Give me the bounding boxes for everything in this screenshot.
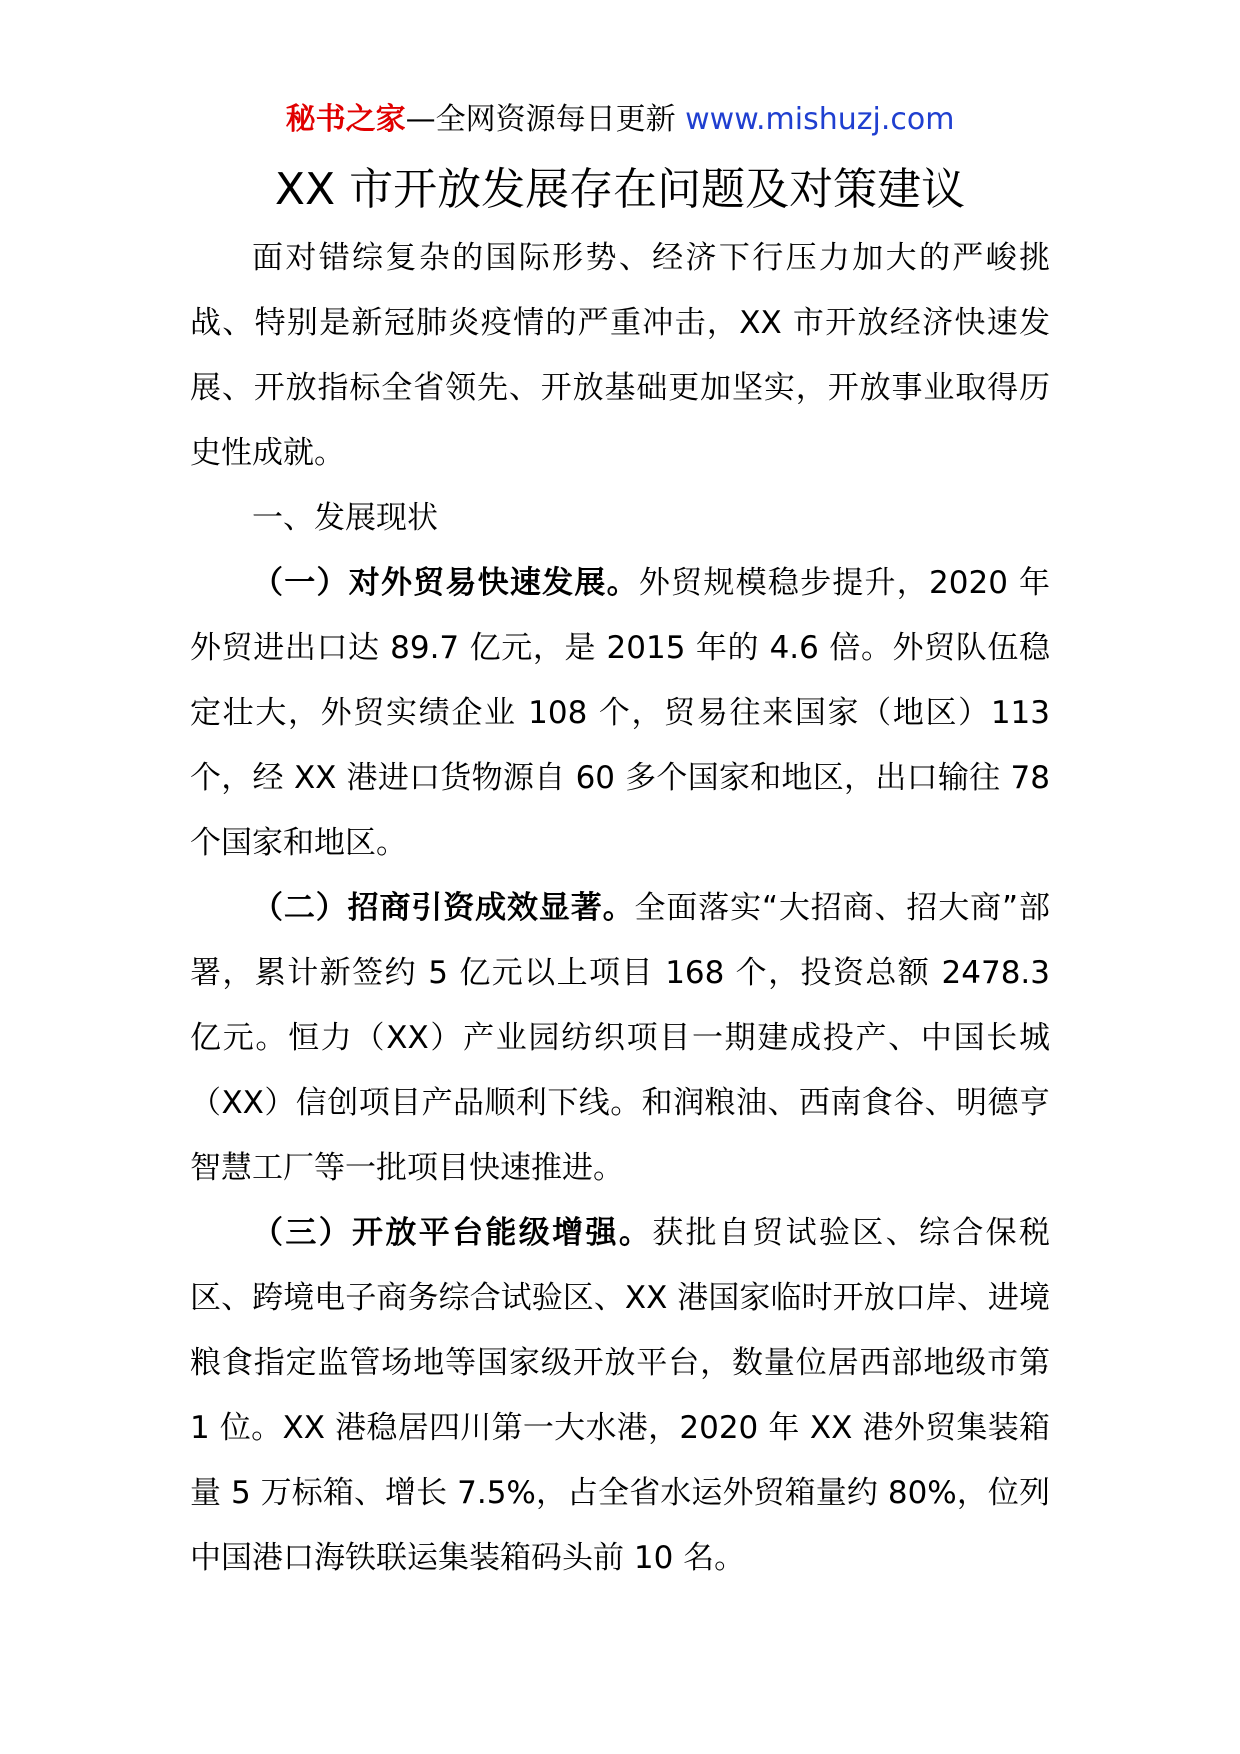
text-foreign-trade: 外贸规模稳步提升，2020 年外贸进出口达 89.7 亿元，是 2015 年的 4.6 倍。外贸队伍稳定壮大，外贸实绩企业 108 个，贸易往来国家（地区）113 个，经 XX 港进口货物源自 60 多个国家和地区，出口输往 78 个国家和地区。 bbox=[190, 565, 1051, 861]
header-tagline: —全网资源每日更新 bbox=[405, 102, 686, 137]
text-platform: 获批自贸试验区、综合保税区、跨境电子商务综合试验区、XX 港国家临时开放口岸、进境粮食指定监管场地等国家级开放平台，数量位居西部地级市第 1 位。XX 港稳居四川第一大水港，2020 年 XX 港外贸集装箱量 5 万标箱、增长 7.5%，占全省水运外贸箱量约 80%，位列中国港口海铁联运集装箱码头前 10 名。 bbox=[190, 1215, 1051, 1576]
section-heading-1: 一、发展现状 bbox=[252, 500, 438, 536]
text-investment: 全面落实“大招商、招大商”部署，累计新签约 5 亿元以上项目 168 个，投资总额 2478.3 亿元。恒力（XX）产业园纺织项目一期建成投产、中国长城（XX）信创项目产品顺利下线。和润粮油、西南食谷、明德亨智慧工厂等一批项目快速推进。 bbox=[190, 890, 1050, 1186]
subheading-investment: （二）招商引资成效显著。 bbox=[252, 890, 635, 926]
paragraph-platform bbox=[190, 1201, 1050, 1591]
subheading-foreign-trade: （一）对外贸易快速发展。 bbox=[252, 565, 639, 601]
paragraph-foreign-trade bbox=[190, 551, 1050, 876]
site-header bbox=[0, 100, 1240, 140]
paragraph-investment bbox=[190, 876, 1050, 1201]
subheading-platform: （三）开放平台能级增强。 bbox=[252, 1215, 653, 1251]
brand-name: 秘书之家 bbox=[285, 102, 406, 137]
document-body bbox=[190, 226, 1050, 1591]
site-url[interactable]: www.mishuzj.com bbox=[685, 102, 955, 137]
intro-paragraph: 面对错综复杂的国际形势、经济下行压力加大的严峻挑战、特别是新冠肺炎疫情的严重冲击，XX 市开放经济快速发展、开放指标全省领先、开放基础更加坚实，开放事业取得历史性成就。 bbox=[190, 240, 1050, 471]
document-title: XX 市开放发展存在问题及对策建议 bbox=[274, 164, 966, 215]
